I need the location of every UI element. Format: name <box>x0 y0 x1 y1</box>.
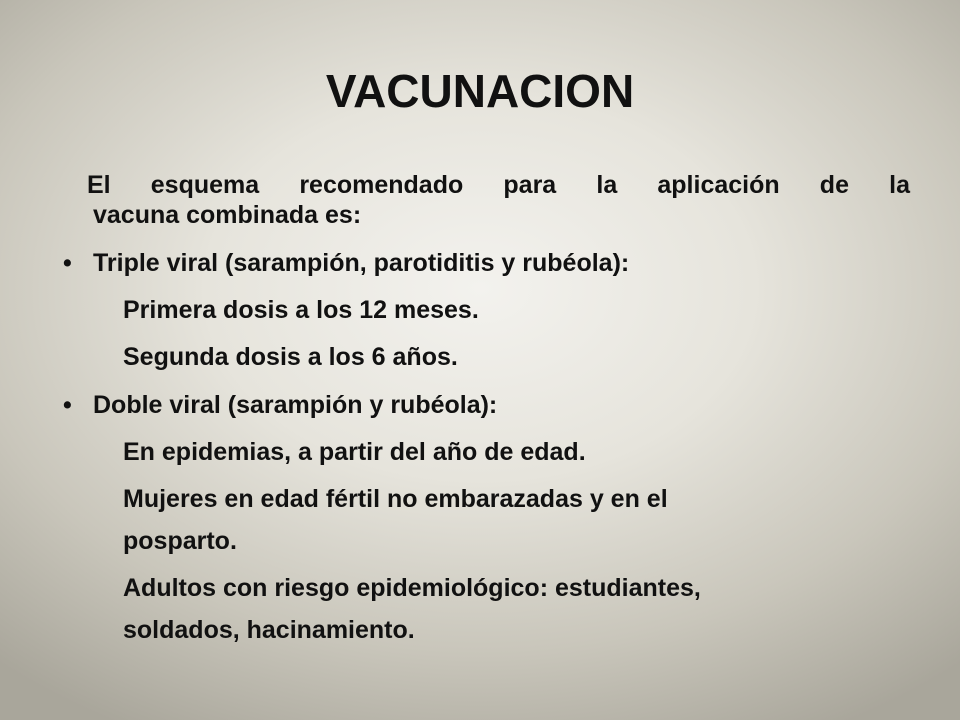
bullet-doble-viral <box>60 390 910 420</box>
sub-item: En epidemias, a partir del año de edad. <box>123 438 586 466</box>
intro-text-line-2: vacuna combinada es: <box>93 201 362 229</box>
sub-item: soldados, hacinamiento. <box>123 616 415 644</box>
bullet-dot-icon: • <box>63 391 72 419</box>
sub-item: Mujeres en edad fértil no embarazadas y en el <box>123 485 668 513</box>
slide-body <box>60 170 910 645</box>
slide-title: VACUNACION <box>325 65 635 117</box>
bullet-triple-viral <box>60 248 910 278</box>
sub-item: Primera dosis a los 12 meses. <box>123 296 479 324</box>
bullet-dot-icon: • <box>63 249 72 277</box>
sub-item: posparto. <box>123 527 237 555</box>
bullet-label: Triple viral (sarampión, parotiditis y rubéola): <box>93 249 630 277</box>
bullet-label: Doble viral (sarampión y rubéola): <box>93 391 498 419</box>
sub-item: Adultos con riesgo epidemiológico: estudiantes, <box>123 574 701 602</box>
sub-item: Segunda dosis a los 6 años. <box>123 343 458 371</box>
intro-text-line-1: El esquema recomendado para la aplicación de la <box>87 171 910 199</box>
